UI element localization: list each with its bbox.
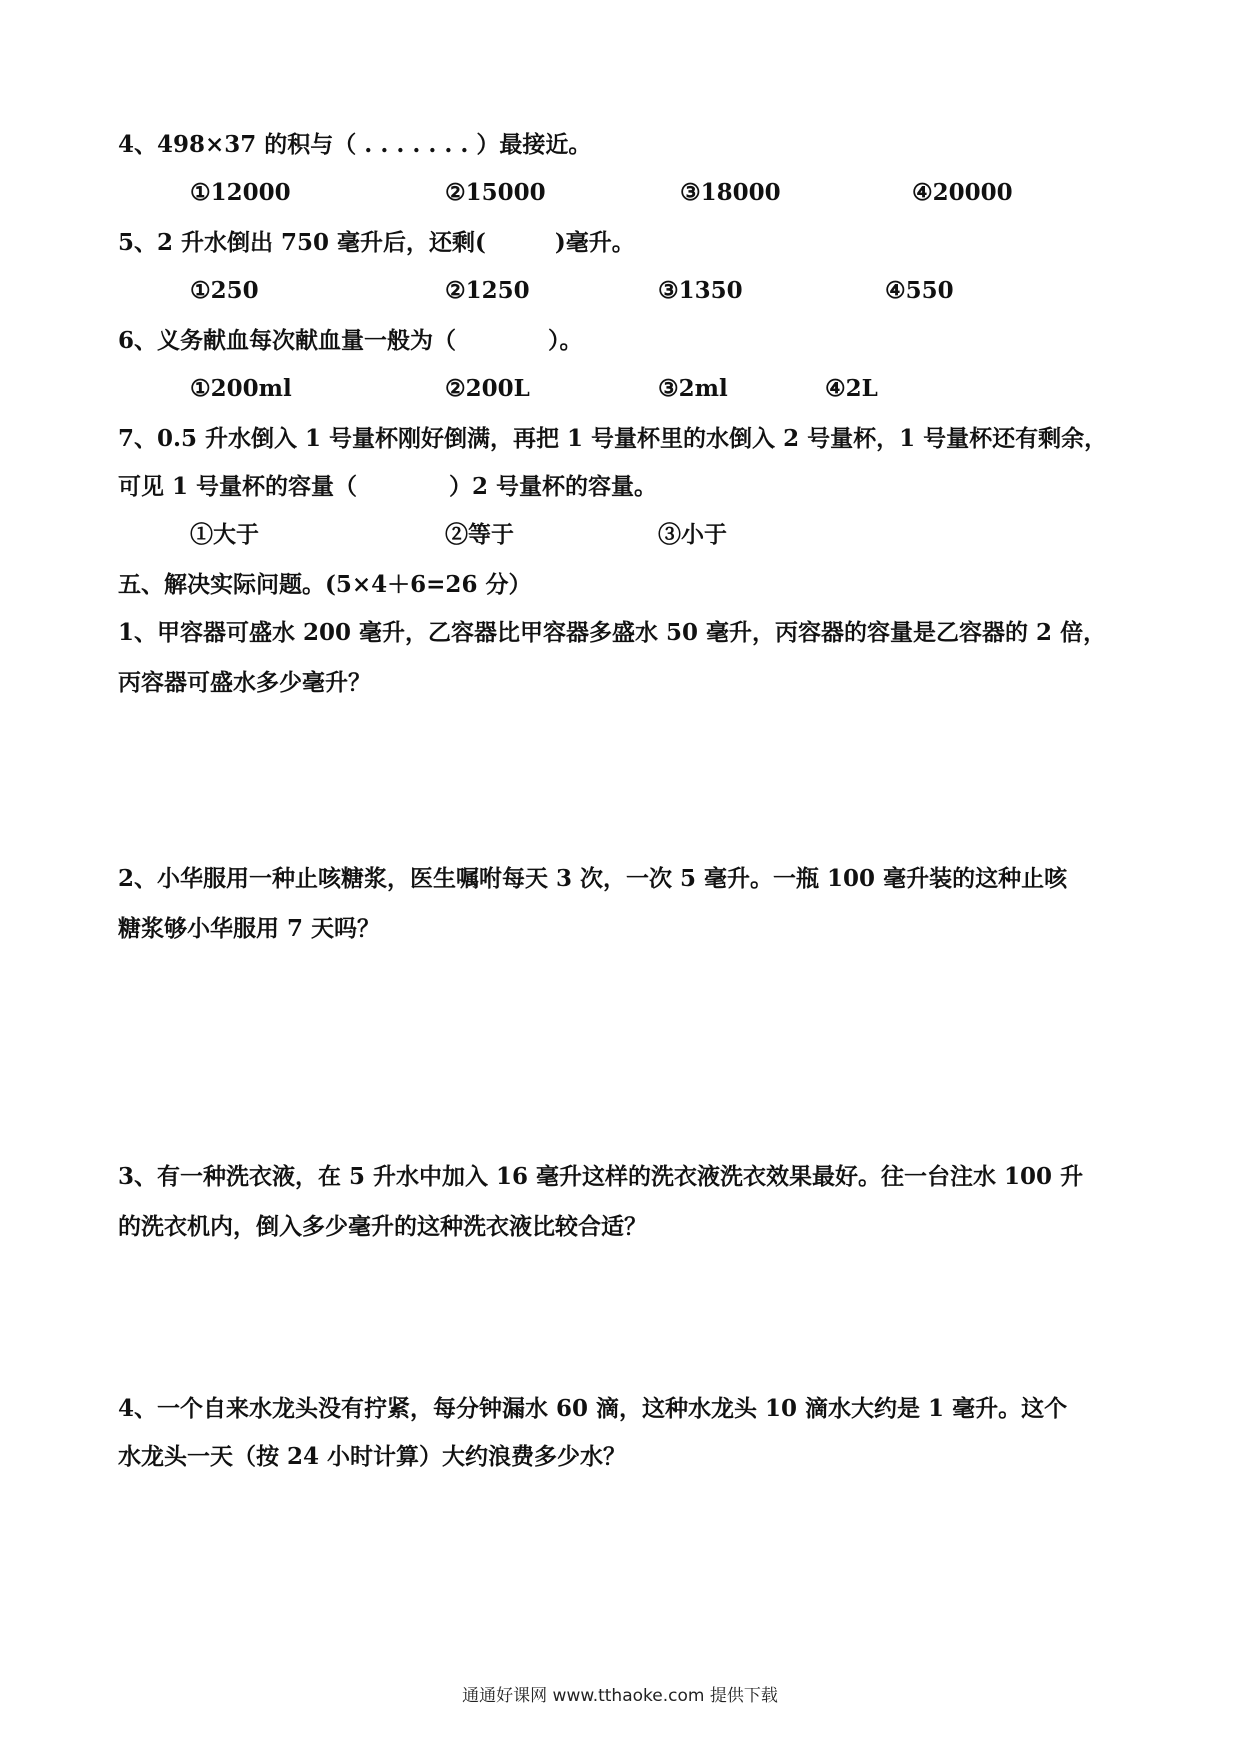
question-6-option-2: ②200L <box>445 375 530 402</box>
question-6-stem: 6、义务献血每次献血量一般为（ ）。 <box>118 327 583 354</box>
problem-1-line2: 丙容器可盛水多少毫升？ <box>118 669 371 696</box>
question-4-stem: 4、498×37 的积与（ . . . . . . . ）最接近。 <box>118 131 592 158</box>
problem-4-line1: 4、一个自来水龙头没有拧紧，每分钟漏水 60 滴，这种水龙头 10 滴水大约是 1 毫升。这个 <box>118 1395 1068 1422</box>
question-7-stem-line2: 可见 1 号量杯的容量（ ）2 号量杯的容量。 <box>118 473 658 500</box>
problem-1-answer-space[interactable] <box>118 712 1118 852</box>
footer-download-credit: 通通好课网 www.tthaoke.com 提供下载 <box>462 1686 778 1706</box>
question-4-option-2: ②15000 <box>445 179 546 206</box>
problem-3-line2: 的洗衣机内，倒入多少毫升的这种洗衣液比较合适？ <box>118 1213 647 1240</box>
question-4-option-4: ④20000 <box>912 179 1013 206</box>
question-5-option-3: ③1350 <box>658 277 743 304</box>
problem-2-line2: 糖浆够小华服用 7 天吗？ <box>118 915 381 942</box>
question-7-option-2: ②等于 <box>445 521 514 548</box>
question-5-option-4: ④550 <box>885 277 954 304</box>
question-6-option-1: ①200ml <box>190 375 292 402</box>
question-7-option-1: ①大于 <box>190 521 259 548</box>
problem-1-line1: 1、甲容器可盛水 200 毫升，乙容器比甲容器多盛水 50 毫升，丙容器的容量是乙容器的 2 倍， <box>118 619 1107 646</box>
problem-2-line1: 2、小华服用一种止咳糖浆，医生嘱咐每天 3 次，一次 5 毫升。一瓶 100 毫升装的这种止咳 <box>118 865 1068 892</box>
question-4-option-3: ③18000 <box>680 179 781 206</box>
section-5-heading: 五、解决实际问题。(5×4＋6=26 分） <box>118 571 532 598</box>
question-5-option-2: ②1250 <box>445 277 530 304</box>
question-6-option-4: ④2L <box>825 375 878 402</box>
problem-3-line1: 3、有一种洗衣液，在 5 升水中加入 16 毫升这样的洗衣液洗衣效果最好。往一台注水 100 升 <box>118 1163 1084 1190</box>
problem-4-answer-space[interactable] <box>118 1486 1118 1666</box>
problem-2-answer-space[interactable] <box>118 958 1118 1148</box>
question-7-stem-line1: 7、0.5 升水倒入 1 号量杯刚好倒满，再把 1 号量杯里的水倒入 2 号量杯，1 号量杯还有剩余， <box>118 425 1108 452</box>
question-7-option-3: ③小于 <box>658 521 727 548</box>
problem-4-line2: 水龙头一天（按 24 小时计算）大约浪费多少水？ <box>118 1443 627 1470</box>
question-6-option-3: ③2ml <box>658 375 728 402</box>
question-5-stem: 5、2 升水倒出 750 毫升后，还剩( )毫升。 <box>118 229 635 256</box>
question-4-option-1: ①12000 <box>190 179 291 206</box>
question-5-option-1: ①250 <box>190 277 259 304</box>
